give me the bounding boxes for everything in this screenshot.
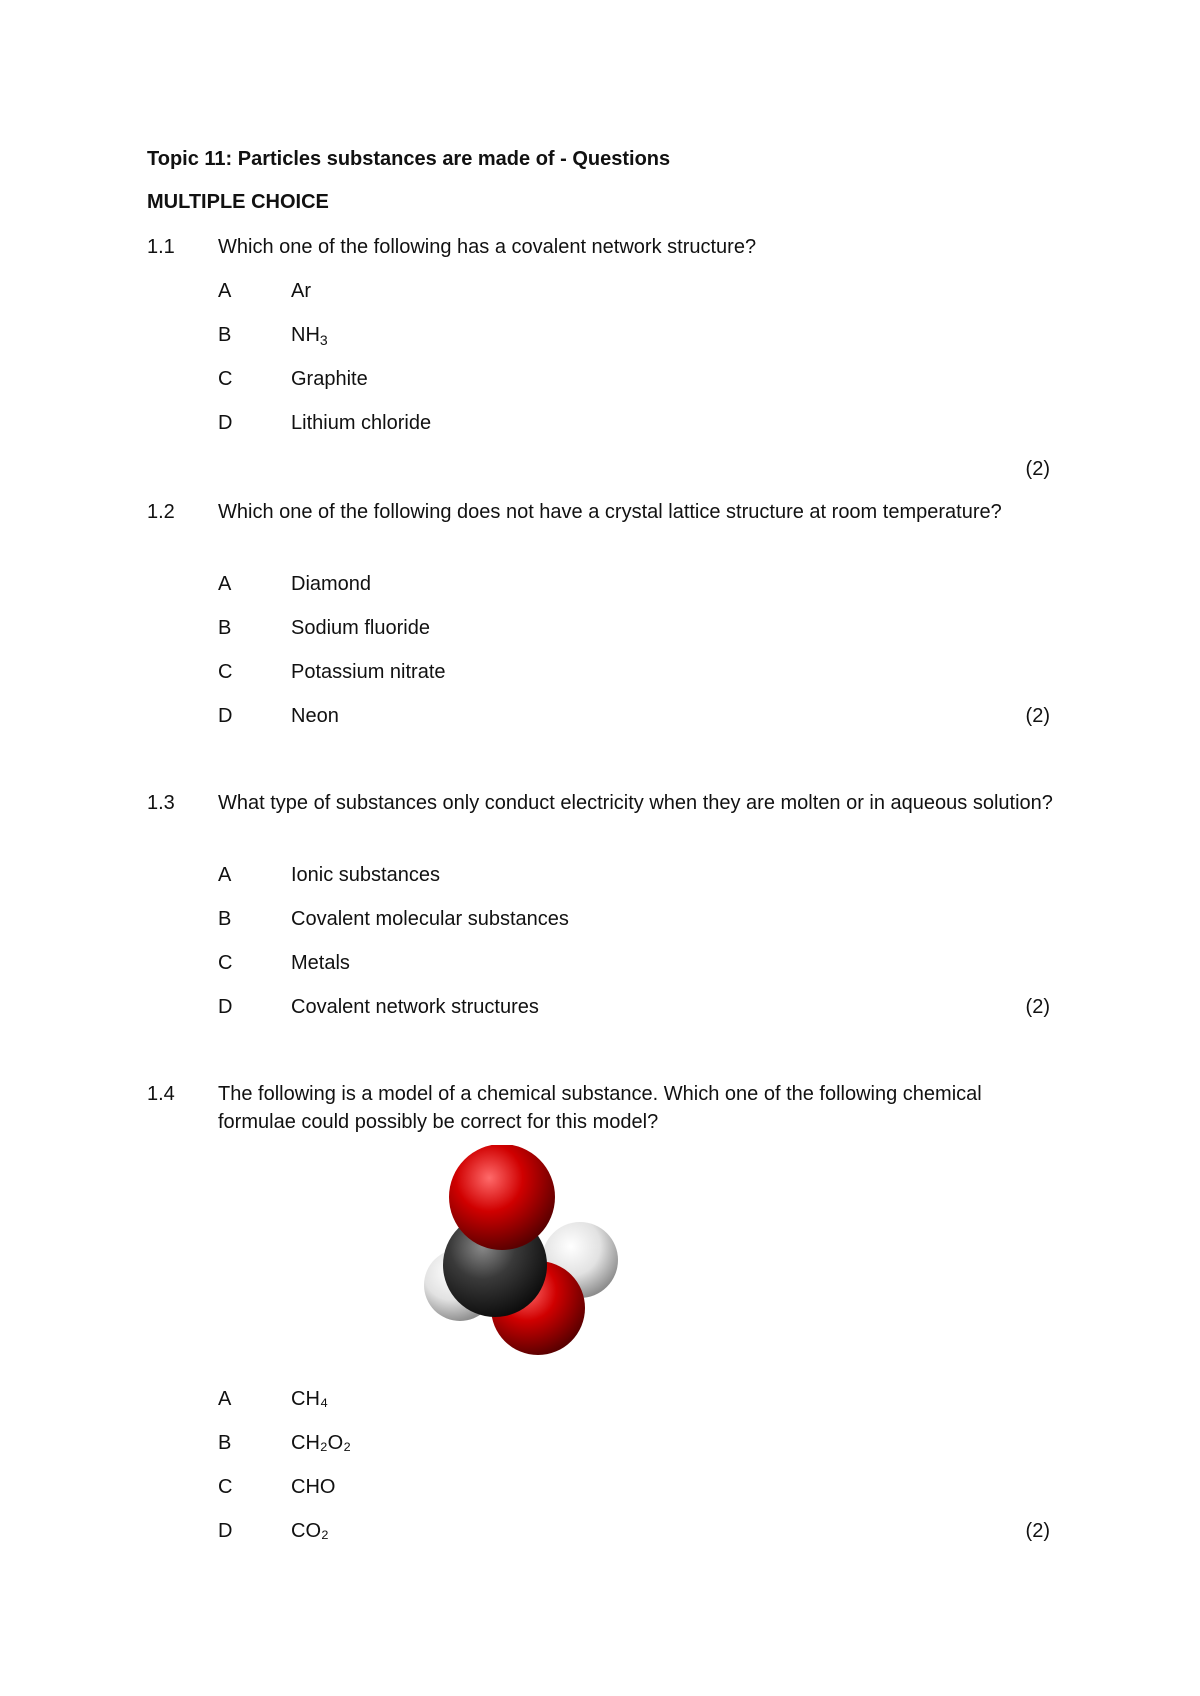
option-letter: D [218, 996, 233, 1018]
option-letter: B [218, 1432, 232, 1454]
option-text: Neon [291, 705, 339, 727]
formula-base: NH [291, 324, 320, 346]
option-text: Graphite [291, 368, 368, 390]
option-text: CHO [291, 1476, 336, 1498]
molecule-model-image [410, 1145, 630, 1355]
option-letter: C [218, 952, 233, 974]
option-text: CO₂ [291, 1520, 329, 1542]
section-heading: MULTIPLE CHOICE [147, 191, 329, 213]
option-letter: C [218, 1476, 233, 1498]
question-text: The following is a model of a chemical substance. Which one of the following chemical formulae could possibly be correct for this model? [218, 1083, 982, 1133]
formula-subscript: 3 [319, 332, 328, 348]
option-letter: A [218, 1388, 232, 1410]
option-letter: B [218, 908, 232, 930]
question-text: What type of substances only conduct electricity when they are molten or in aqueous solution? [218, 792, 1053, 814]
option-letter: B [218, 324, 232, 346]
option-letter: A [218, 280, 232, 302]
marks-label: (2) [1025, 1520, 1050, 1542]
option-letter: C [218, 368, 233, 390]
question-text: Which one of the following has a covalent network structure? [218, 236, 757, 258]
option-text: Covalent molecular substances [291, 908, 569, 930]
option-letter: A [218, 864, 232, 886]
option-text: Lithium chloride [291, 412, 432, 434]
question-number: 1.2 [147, 501, 175, 523]
option-text: Sodium fluoride [291, 617, 430, 639]
option-letter: A [218, 573, 232, 595]
option-text [291, 321, 328, 349]
page-title: Topic 11: Particles substances are made of - Questions [147, 148, 671, 170]
question-text: Which one of the following does not have a crystal lattice structure at room temperature? [218, 501, 1002, 523]
marks-label: (2) [1025, 996, 1050, 1018]
option-letter: D [218, 412, 233, 434]
option-text: CH₂O₂ [291, 1432, 351, 1454]
oxygen-atom [449, 1145, 555, 1250]
option-letter: D [218, 705, 233, 727]
option-letter: B [218, 617, 232, 639]
question-number: 1.1 [147, 236, 175, 258]
marks-label: (2) [1025, 705, 1050, 727]
option-text: Potassium nitrate [291, 661, 446, 683]
option-text: Metals [291, 952, 350, 974]
option-text: Ionic substances [291, 864, 440, 886]
option-text: CH₄ [291, 1388, 329, 1410]
marks-label: (2) [1025, 458, 1050, 480]
question-number: 1.3 [147, 792, 175, 814]
option-text: Diamond [291, 573, 372, 595]
option-text: Covalent network structures [291, 996, 539, 1018]
option-letter: D [218, 1520, 233, 1542]
option-text: Ar [291, 280, 311, 302]
question-number: 1.4 [147, 1083, 175, 1105]
option-letter: C [218, 661, 233, 683]
